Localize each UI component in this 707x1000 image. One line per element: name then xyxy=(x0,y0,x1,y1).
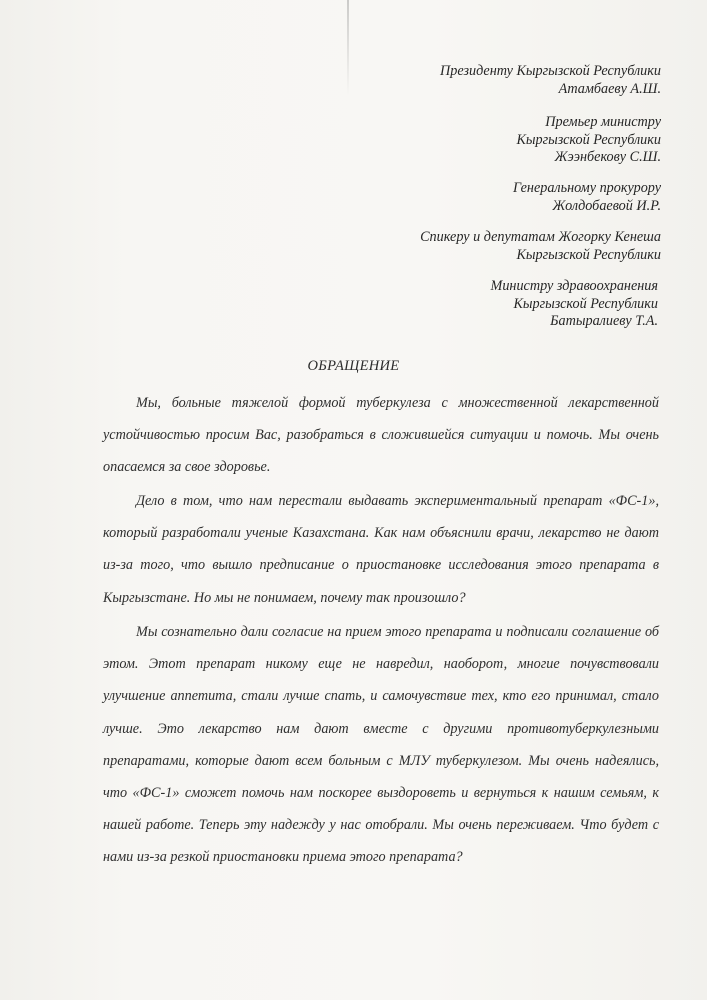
body-paragraph: Мы, больные тяжелой формой туберкулеза с множественной лекарственной устойчивостью просим Вас, разобраться в сложившейся ситуации и помочь. Мы очень опасаемся за свое здоровье. xyxy=(103,395,659,476)
addressee-line: Батыралиеву Т.А. xyxy=(550,313,658,329)
body-paragraph: Мы сознательно дали согласие на прием этого препарата и подписали соглашение об этом. Этот препарат никому еще не навредил, наоборот, многие почувствовали улучшение аппетита, стали лучше спать, и самочувствие тех, кто его принимал, стало лучше. Это лекарство нам дают вместе с другими противотуберкулезными препаратами, которые дают всем больным с МЛУ туберкулезом. Мы очень надеялись, что «ФС-1» сможет помочь нам поскорее выздороветь и вернуться к нашим семьям, к нашей работе. Теперь эту надежду у нас отобрали. Мы очень переживаем. Что будет с нами из-за резкой приостановки приема этого препарата? xyxy=(103,624,659,866)
addressee-line: Жээнбекову С.Ш. xyxy=(554,149,661,165)
addressee-line: Кыргызской Республики xyxy=(513,295,658,312)
body-paragraph-1-container xyxy=(103,387,659,484)
addressee-line: Кыргызской Республики xyxy=(516,131,661,148)
addressee-line: Жолдобаевой И.Р. xyxy=(552,197,661,214)
addressee-line: Спикеру и депутатам Жогорку Кенеша xyxy=(420,229,661,245)
addressee-line: Министру здравоохранения xyxy=(490,278,658,294)
addressee-line: Президенту Кыргызской Республики xyxy=(440,63,661,79)
addressee-prosecutor xyxy=(513,180,661,215)
body-paragraph-2-container xyxy=(103,485,659,614)
addressee-line: Генеральному прокурору xyxy=(512,180,661,196)
addressee-prime-minister xyxy=(517,114,662,167)
document-title: ОБРАЩЕНИЕ xyxy=(307,358,400,374)
addressee-health-minister xyxy=(491,278,658,331)
paper-fold-mark xyxy=(347,0,349,95)
body-paragraph: Дело в том, что нам перестали выдавать экспериментальный препарат «ФС-1», который разработали ученые Казахстана. Как нам объяснили врачи, лекарство не дают из-за того, что вышло предписание о приостановке исследования этого препарата в Кыргызстане. Но мы не понимаем, почему так произошло? xyxy=(103,493,659,606)
body-paragraph-3-container xyxy=(103,616,659,874)
addressee-speaker xyxy=(420,229,661,264)
addressee-line: Кыргызской Республики xyxy=(516,246,661,263)
addressee-line: Атамбаеву А.Ш. xyxy=(558,80,661,97)
addressee-line: Премьер министру xyxy=(545,114,661,130)
addressee-president xyxy=(440,63,661,98)
